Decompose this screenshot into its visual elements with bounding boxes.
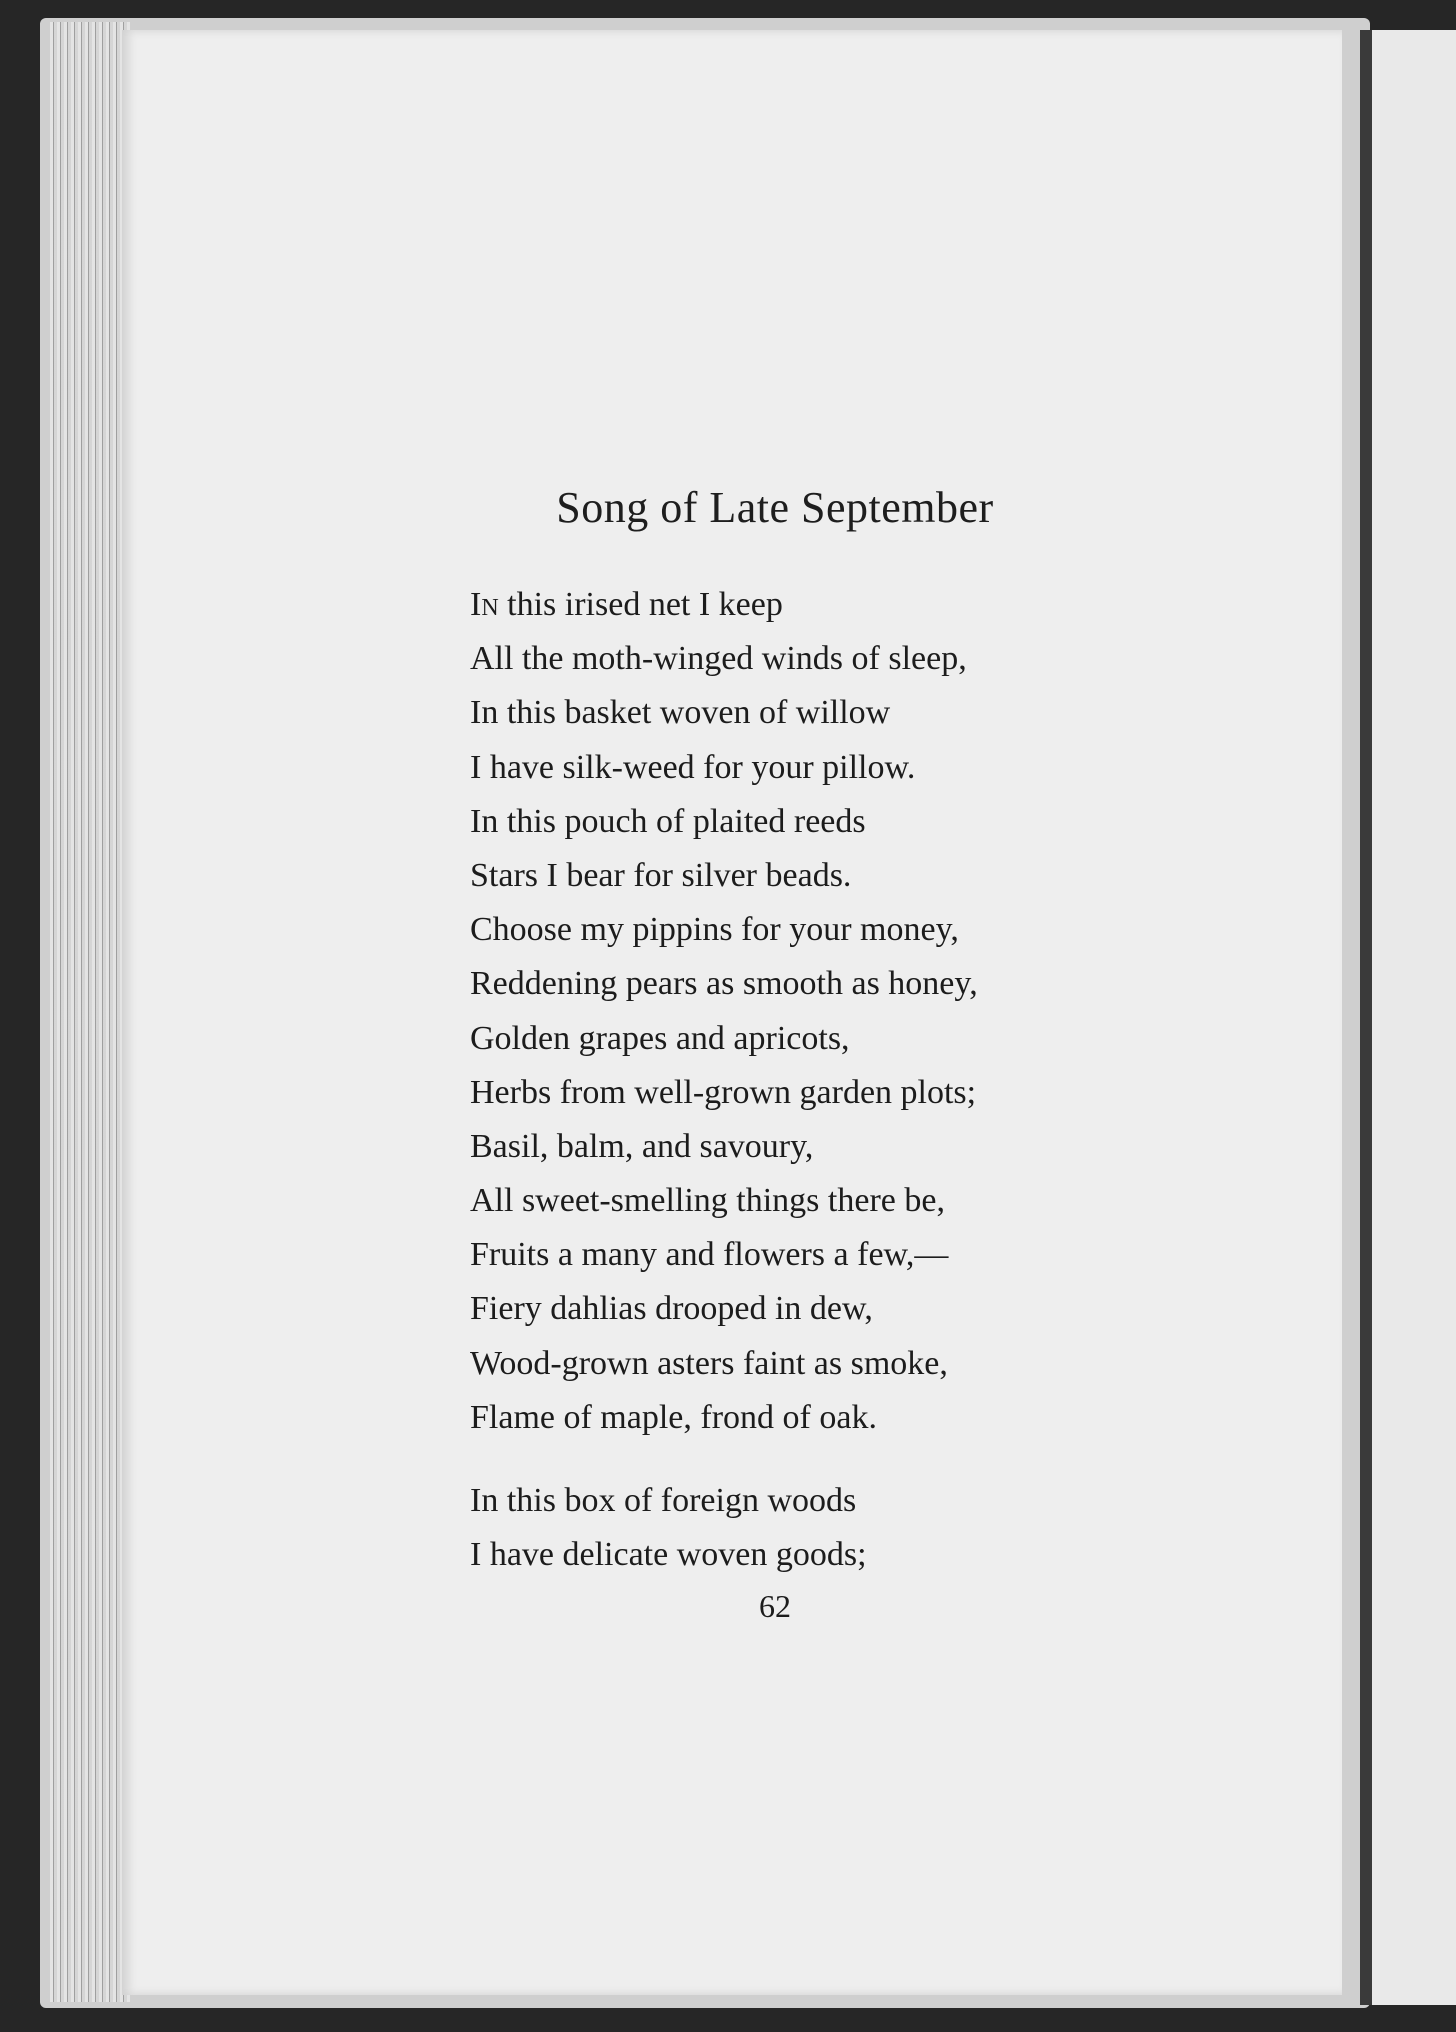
first-line-text: this irised net I keep xyxy=(498,586,783,623)
facing-page-edge xyxy=(1372,30,1456,2005)
poem-line: I have delicate woven goods; xyxy=(470,1536,867,1573)
poem-line: Herbs from well-grown garden plots; xyxy=(470,1073,977,1111)
page-edges xyxy=(50,22,130,2002)
poem-line xyxy=(470,578,978,632)
stanza-1 xyxy=(470,578,978,1445)
poem-line: Golden grapes and apricots, xyxy=(470,1019,850,1057)
poem-line: In this box of foreign woods xyxy=(470,1482,857,1519)
poem-line: Stars I bear for silver beads. xyxy=(470,856,852,894)
poem-title: Song of Late September xyxy=(556,483,994,532)
poem-line: In this pouch of plaited reeds xyxy=(470,802,866,840)
poem-line: I have silk-weed for your pillow. xyxy=(470,748,916,786)
poem-line: Wood-grown asters faint as smoke, xyxy=(470,1344,948,1382)
stanza-2 xyxy=(470,1474,867,1582)
poem-line: All the moth-winged winds of sleep, xyxy=(470,640,967,678)
poem-line: Choose my pippins for your money, xyxy=(470,911,959,949)
poem-line: Fruits a many and flowers a few,— xyxy=(470,1236,949,1274)
poem-line: Basil, balm, and savoury, xyxy=(470,1127,814,1165)
book-gutter xyxy=(1360,30,1372,2005)
poem-line: Fiery dahlias drooped in dew, xyxy=(470,1290,873,1328)
poem-line: Flame of maple, frond of oak. xyxy=(470,1398,877,1436)
page-number: 62 xyxy=(759,1588,791,1624)
drop-word: In xyxy=(470,586,499,623)
poem-line: All sweet-smelling things there be, xyxy=(470,1182,945,1220)
poem-line: Reddening pears as smooth as honey, xyxy=(470,965,978,1003)
poem-line: In this basket woven of willow xyxy=(470,694,891,732)
